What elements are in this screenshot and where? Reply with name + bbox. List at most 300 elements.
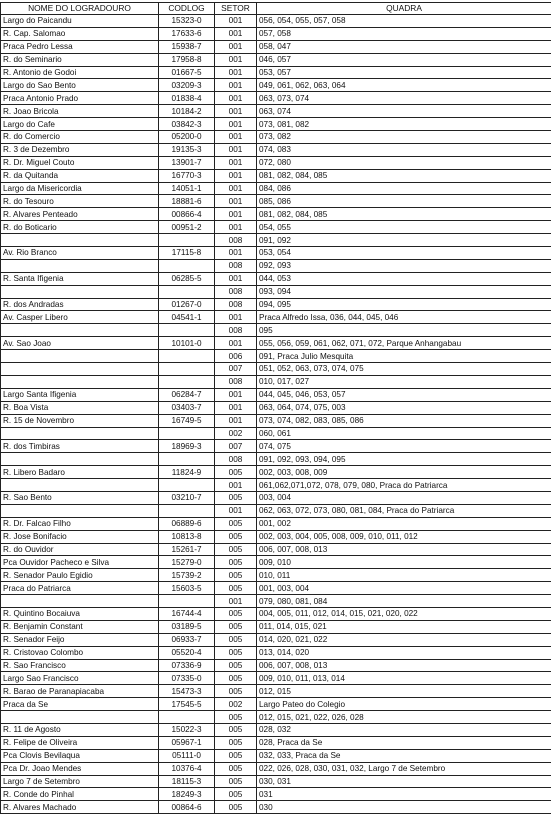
cell-codlog — [159, 234, 215, 247]
table-row — [1, 440, 551, 453]
cell-quadra: 004, 005, 011, 012, 014, 015, 021, 020, 022 — [257, 607, 551, 620]
cell-codlog: 10101-0 — [159, 337, 215, 350]
cell-setor: 002 — [215, 698, 257, 711]
cell-setor: 001 — [215, 311, 257, 324]
cell-nome: R. dos Andradas — [1, 298, 159, 311]
cell-nome: Praca do Patriarca — [1, 582, 159, 595]
cell-nome: R. Dr. Falcao Filho — [1, 517, 159, 530]
table-row — [1, 388, 551, 401]
cell-setor: 005 — [215, 569, 257, 582]
table-row — [1, 143, 551, 156]
cell-setor: 001 — [215, 272, 257, 285]
cell-setor: 002 — [215, 427, 257, 440]
cell-quadra: 063, 064, 074, 075, 003 — [257, 401, 551, 414]
cell-codlog — [159, 324, 215, 337]
table-row — [1, 375, 551, 388]
cell-quadra: 001, 002 — [257, 517, 551, 530]
cell-codlog: 06285-5 — [159, 272, 215, 285]
cell-codlog: 05520-4 — [159, 646, 215, 659]
cell-setor: 001 — [215, 337, 257, 350]
cell-setor: 005 — [215, 491, 257, 504]
cell-codlog: 07335-0 — [159, 672, 215, 685]
cell-codlog: 18881-6 — [159, 195, 215, 208]
cell-quadra: 011, 014, 015, 021 — [257, 620, 551, 633]
table-row — [1, 479, 551, 492]
table-row — [1, 15, 551, 28]
cell-nome — [1, 479, 159, 492]
cell-setor: 005 — [215, 749, 257, 762]
table-row — [1, 324, 551, 337]
cell-quadra: 028, 032 — [257, 723, 551, 736]
cell-codlog: 10376-4 — [159, 762, 215, 775]
cell-quadra: 093, 094 — [257, 285, 551, 298]
table-row — [1, 569, 551, 582]
cell-setor: 007 — [215, 363, 257, 376]
cell-setor: 005 — [215, 685, 257, 698]
cell-codlog: 16749-5 — [159, 414, 215, 427]
cell-codlog — [159, 711, 215, 724]
cell-nome: R. Quintino Bocaiuva — [1, 607, 159, 620]
cell-setor: 005 — [215, 543, 257, 556]
header-quadra: QUADRA — [257, 3, 551, 15]
cell-setor: 008 — [215, 453, 257, 466]
table-row — [1, 363, 551, 376]
table-row — [1, 208, 551, 221]
table-row — [1, 530, 551, 543]
cell-nome: R. Felipe de Oliveira — [1, 736, 159, 749]
cell-nome: Praca da Se — [1, 698, 159, 711]
cell-setor: 001 — [215, 595, 257, 608]
cell-setor: 005 — [215, 723, 257, 736]
cell-nome: R. Boa Vista — [1, 401, 159, 414]
cell-codlog: 11824-9 — [159, 466, 215, 479]
table-row — [1, 504, 551, 517]
cell-setor: 008 — [215, 375, 257, 388]
cell-codlog: 06933-7 — [159, 633, 215, 646]
cell-codlog: 03403-7 — [159, 401, 215, 414]
cell-codlog: 01838-4 — [159, 92, 215, 105]
cell-quadra: 074, 075 — [257, 440, 551, 453]
table-row — [1, 79, 551, 92]
cell-codlog: 15739-2 — [159, 569, 215, 582]
cell-codlog: 00951-2 — [159, 221, 215, 234]
cell-nome: R. do Tesouro — [1, 195, 159, 208]
cell-setor: 001 — [215, 156, 257, 169]
cell-nome: Av. Casper Libero — [1, 311, 159, 324]
cell-quadra: 063, 073, 074 — [257, 92, 551, 105]
cell-nome: Praca Antonio Prado — [1, 92, 159, 105]
table-row — [1, 156, 551, 169]
cell-quadra: 051, 052, 063, 073, 074, 075 — [257, 363, 551, 376]
table-row — [1, 427, 551, 440]
cell-nome: R. Cap. Salomao — [1, 27, 159, 40]
cell-quadra: 060, 061 — [257, 427, 551, 440]
cell-quadra: 046, 057 — [257, 53, 551, 66]
cell-nome: R. Sao Francisco — [1, 659, 159, 672]
table-row — [1, 27, 551, 40]
cell-quadra: 009, 010 — [257, 556, 551, 569]
cell-codlog: 03210-7 — [159, 491, 215, 504]
table-row — [1, 234, 551, 247]
cell-nome: R. Sao Bento — [1, 491, 159, 504]
cell-nome: R. Barao de Paranapiacaba — [1, 685, 159, 698]
table-row — [1, 453, 551, 466]
table-row — [1, 247, 551, 260]
cell-nome: R. Joao Bricola — [1, 105, 159, 118]
cell-nome: R. Antonio de Godoi — [1, 66, 159, 79]
cell-nome: R. da Quitanda — [1, 169, 159, 182]
cell-codlog: 16770-3 — [159, 169, 215, 182]
cell-quadra: 073, 081, 082 — [257, 118, 551, 131]
cell-setor: 001 — [215, 66, 257, 79]
cell-quadra: 062, 063, 072, 073, 080, 081, 084, Praca do Patriarca — [257, 504, 551, 517]
cell-quadra: 074, 083 — [257, 143, 551, 156]
table-row — [1, 92, 551, 105]
cell-codlog: 06889-6 — [159, 517, 215, 530]
cell-quadra: 055, 056, 059, 061, 062, 071, 072, Parque Anhangabau — [257, 337, 551, 350]
cell-setor: 005 — [215, 788, 257, 801]
table-row — [1, 801, 551, 814]
cell-codlog: 01667-5 — [159, 66, 215, 79]
cell-quadra: 053, 057 — [257, 66, 551, 79]
cell-nome: R. do Seminario — [1, 53, 159, 66]
cell-codlog: 01267-0 — [159, 298, 215, 311]
cell-setor: 001 — [215, 118, 257, 131]
cell-setor: 006 — [215, 350, 257, 363]
cell-codlog — [159, 595, 215, 608]
cell-nome — [1, 504, 159, 517]
cell-codlog — [159, 285, 215, 298]
cell-codlog: 05111-0 — [159, 749, 215, 762]
table-row — [1, 620, 551, 633]
cell-setor: 005 — [215, 762, 257, 775]
cell-codlog: 15279-0 — [159, 556, 215, 569]
cell-quadra: 012, 015 — [257, 685, 551, 698]
cell-codlog: 15323-0 — [159, 15, 215, 28]
cell-codlog: 15022-3 — [159, 723, 215, 736]
cell-setor: 001 — [215, 15, 257, 28]
table-row — [1, 414, 551, 427]
table-row — [1, 672, 551, 685]
table-row — [1, 298, 551, 311]
cell-nome: R. 11 de Agosto — [1, 723, 159, 736]
table-row — [1, 105, 551, 118]
cell-nome: R. 3 de Dezembro — [1, 143, 159, 156]
cell-quadra: 030 — [257, 801, 551, 814]
table-row — [1, 53, 551, 66]
table-row — [1, 595, 551, 608]
cell-codlog: 10813-8 — [159, 530, 215, 543]
table-row — [1, 40, 551, 53]
cell-quadra: 012, 015, 021, 022, 026, 028 — [257, 711, 551, 724]
table-row — [1, 556, 551, 569]
cell-nome — [1, 234, 159, 247]
cell-nome: R. Santa Ifigenia — [1, 272, 159, 285]
cell-quadra: 063, 074 — [257, 105, 551, 118]
cell-codlog: 17633-6 — [159, 27, 215, 40]
cell-nome — [1, 427, 159, 440]
cell-quadra: 058, 047 — [257, 40, 551, 53]
cell-quadra: 084, 086 — [257, 182, 551, 195]
cell-quadra: 056, 054, 055, 057, 058 — [257, 15, 551, 28]
cell-setor: 005 — [215, 801, 257, 814]
table-row — [1, 350, 551, 363]
cell-codlog: 18969-3 — [159, 440, 215, 453]
cell-nome: R. do Ouvidor — [1, 543, 159, 556]
table-row — [1, 517, 551, 530]
table-row — [1, 711, 551, 724]
cell-setor: 001 — [215, 40, 257, 53]
cell-nome — [1, 375, 159, 388]
cell-setor: 005 — [215, 775, 257, 788]
cell-codlog: 03189-5 — [159, 620, 215, 633]
cell-quadra: 044, 045, 046, 053, 057 — [257, 388, 551, 401]
cell-setor: 005 — [215, 556, 257, 569]
table-row — [1, 685, 551, 698]
cell-setor: 001 — [215, 79, 257, 92]
cell-nome: R. Cristovao Colombo — [1, 646, 159, 659]
cell-nome: Largo do Paicandu — [1, 15, 159, 28]
cell-codlog: 05967-1 — [159, 736, 215, 749]
table-row — [1, 788, 551, 801]
cell-nome: Largo do Sao Bento — [1, 79, 159, 92]
cell-codlog: 15938-7 — [159, 40, 215, 53]
cell-quadra: 057, 058 — [257, 27, 551, 40]
cell-setor: 001 — [215, 131, 257, 144]
cell-setor: 005 — [215, 633, 257, 646]
cell-codlog: 06284-7 — [159, 388, 215, 401]
cell-setor: 001 — [215, 388, 257, 401]
cell-codlog: 00866-4 — [159, 208, 215, 221]
cell-quadra: Praca Alfredo Issa, 036, 044, 045, 046 — [257, 311, 551, 324]
cell-quadra: 014, 020, 021, 022 — [257, 633, 551, 646]
cell-setor: 005 — [215, 466, 257, 479]
cell-nome: Largo 7 de Setembro — [1, 775, 159, 788]
cell-nome: Largo Santa Ifigenia — [1, 388, 159, 401]
cell-nome — [1, 285, 159, 298]
table-body — [1, 15, 551, 814]
cell-quadra: 081, 082, 084, 085 — [257, 169, 551, 182]
cell-setor: 005 — [215, 582, 257, 595]
cell-quadra: 031 — [257, 788, 551, 801]
cell-codlog: 13901-7 — [159, 156, 215, 169]
cell-codlog: 03209-3 — [159, 79, 215, 92]
cell-quadra: 092, 093 — [257, 259, 551, 272]
cell-codlog: 18115-3 — [159, 775, 215, 788]
table-row — [1, 466, 551, 479]
cell-quadra: 032, 033, Praca da Se — [257, 749, 551, 762]
cell-nome: R. Senador Paulo Egidio — [1, 569, 159, 582]
cell-nome: R. Senador Feijo — [1, 633, 159, 646]
cell-codlog: 04541-1 — [159, 311, 215, 324]
cell-nome: Av. Rio Branco — [1, 247, 159, 260]
cell-setor: 005 — [215, 620, 257, 633]
cell-setor: 001 — [215, 414, 257, 427]
table-row — [1, 285, 551, 298]
cell-quadra: 001, 003, 004 — [257, 582, 551, 595]
cell-nome — [1, 350, 159, 363]
cell-codlog: 00864-6 — [159, 801, 215, 814]
cell-quadra: 095 — [257, 324, 551, 337]
table-row — [1, 272, 551, 285]
cell-codlog: 17545-5 — [159, 698, 215, 711]
table-row — [1, 131, 551, 144]
cell-setor: 001 — [215, 143, 257, 156]
cell-quadra: 013, 014, 020 — [257, 646, 551, 659]
cell-setor: 005 — [215, 530, 257, 543]
cell-quadra: 094, 095 — [257, 298, 551, 311]
cell-setor: 001 — [215, 221, 257, 234]
cell-nome: R. dos Timbiras — [1, 440, 159, 453]
cell-quadra: 006, 007, 008, 013 — [257, 543, 551, 556]
cell-nome — [1, 595, 159, 608]
table-row — [1, 736, 551, 749]
cell-nome: Pca Ouvidor Pacheco e Silva — [1, 556, 159, 569]
cell-codlog — [159, 504, 215, 517]
cell-quadra: 002, 003, 004, 005, 008, 009, 010, 011, 012 — [257, 530, 551, 543]
cell-codlog: 15261-7 — [159, 543, 215, 556]
table-row — [1, 749, 551, 762]
cell-setor: 001 — [215, 208, 257, 221]
table-row — [1, 698, 551, 711]
cell-nome: Largo da Misericordia — [1, 182, 159, 195]
cell-quadra: 022, 026, 028, 030, 031, 032, Largo 7 de Setembro — [257, 762, 551, 775]
table-row — [1, 659, 551, 672]
cell-quadra: 010, 011 — [257, 569, 551, 582]
cell-setor: 001 — [215, 401, 257, 414]
table-row — [1, 66, 551, 79]
cell-quadra: 061,062,071,072, 078, 079, 080, Praca do Patriarca — [257, 479, 551, 492]
cell-codlog — [159, 375, 215, 388]
cell-nome: R. Libero Badaro — [1, 466, 159, 479]
cell-quadra: 006, 007, 008, 013 — [257, 659, 551, 672]
cell-setor: 001 — [215, 27, 257, 40]
table-row — [1, 543, 551, 556]
cell-quadra: 091, 092, 093, 094, 095 — [257, 453, 551, 466]
cell-quadra: 049, 061, 062, 063, 064 — [257, 79, 551, 92]
cell-nome — [1, 259, 159, 272]
cell-nome — [1, 324, 159, 337]
cell-quadra: 073, 082 — [257, 131, 551, 144]
header-setor: SETOR — [215, 3, 257, 15]
cell-nome — [1, 363, 159, 376]
cell-quadra: 002, 003, 008, 009 — [257, 466, 551, 479]
cell-quadra: Largo Pateo do Colegio — [257, 698, 551, 711]
cell-setor: 005 — [215, 646, 257, 659]
cell-setor: 005 — [215, 736, 257, 749]
cell-nome: Largo Sao Francisco — [1, 672, 159, 685]
cell-nome: R. Dr. Miguel Couto — [1, 156, 159, 169]
table-row — [1, 118, 551, 131]
table-row — [1, 221, 551, 234]
cell-quadra: 009, 010, 011, 013, 014 — [257, 672, 551, 685]
cell-nome: R. Alvares Penteado — [1, 208, 159, 221]
cell-nome: Praca Pedro Lessa — [1, 40, 159, 53]
header-row — [1, 3, 551, 15]
table-row — [1, 337, 551, 350]
table-row — [1, 491, 551, 504]
cell-quadra: 079, 080, 081, 084 — [257, 595, 551, 608]
cell-nome: R. Benjamin Constant — [1, 620, 159, 633]
table-row — [1, 311, 551, 324]
cell-nome: R. do Comercio — [1, 131, 159, 144]
logradouro-table — [0, 2, 551, 814]
table-row — [1, 182, 551, 195]
table-row — [1, 169, 551, 182]
header-codlog: CODLOG — [159, 3, 215, 15]
cell-codlog: 16744-4 — [159, 607, 215, 620]
cell-codlog: 15603-5 — [159, 582, 215, 595]
table-row — [1, 259, 551, 272]
cell-setor: 008 — [215, 298, 257, 311]
table-row — [1, 582, 551, 595]
cell-setor: 008 — [215, 259, 257, 272]
cell-quadra: 091, 092 — [257, 234, 551, 247]
cell-setor: 008 — [215, 285, 257, 298]
cell-codlog: 19135-3 — [159, 143, 215, 156]
cell-codlog: 14051-1 — [159, 182, 215, 195]
cell-codlog — [159, 427, 215, 440]
cell-codlog — [159, 479, 215, 492]
cell-nome: Pca Clovis Bevilaqua — [1, 749, 159, 762]
cell-setor: 001 — [215, 182, 257, 195]
cell-nome: Pca Dr. Joao Mendes — [1, 762, 159, 775]
cell-quadra: 010, 017, 027 — [257, 375, 551, 388]
cell-quadra: 030, 031 — [257, 775, 551, 788]
table-row — [1, 646, 551, 659]
cell-setor: 001 — [215, 169, 257, 182]
cell-quadra: 028, Praca da Se — [257, 736, 551, 749]
table-row — [1, 633, 551, 646]
cell-quadra: 072, 080 — [257, 156, 551, 169]
cell-setor: 005 — [215, 659, 257, 672]
cell-quadra: 054, 055 — [257, 221, 551, 234]
cell-setor: 005 — [215, 607, 257, 620]
cell-codlog — [159, 259, 215, 272]
cell-codlog — [159, 453, 215, 466]
cell-codlog — [159, 363, 215, 376]
cell-codlog: 18249-3 — [159, 788, 215, 801]
cell-codlog: 17115-8 — [159, 247, 215, 260]
cell-codlog — [159, 350, 215, 363]
table-row — [1, 762, 551, 775]
cell-codlog: 03842-3 — [159, 118, 215, 131]
cell-quadra: 044, 053 — [257, 272, 551, 285]
table-row — [1, 401, 551, 414]
cell-quadra: 073, 074, 082, 083, 085, 086 — [257, 414, 551, 427]
cell-quadra: 085, 086 — [257, 195, 551, 208]
cell-nome: R. Jose Bonifacio — [1, 530, 159, 543]
cell-nome: Largo do Cafe — [1, 118, 159, 131]
cell-setor: 001 — [215, 92, 257, 105]
table-row — [1, 607, 551, 620]
cell-setor: 001 — [215, 105, 257, 118]
cell-quadra: 091, Praca Julio Mesquita — [257, 350, 551, 363]
cell-nome: Av. Sao Joao — [1, 337, 159, 350]
cell-nome: R. Conde do Pinhal — [1, 788, 159, 801]
cell-setor: 001 — [215, 479, 257, 492]
cell-setor: 001 — [215, 195, 257, 208]
cell-nome: R. 15 de Novembro — [1, 414, 159, 427]
table-row — [1, 195, 551, 208]
cell-quadra: 081, 082, 084, 085 — [257, 208, 551, 221]
cell-nome: R. Alvares Machado — [1, 801, 159, 814]
cell-setor: 005 — [215, 517, 257, 530]
cell-codlog: 15473-3 — [159, 685, 215, 698]
cell-codlog: 17958-8 — [159, 53, 215, 66]
cell-setor: 001 — [215, 247, 257, 260]
cell-codlog: 07336-9 — [159, 659, 215, 672]
